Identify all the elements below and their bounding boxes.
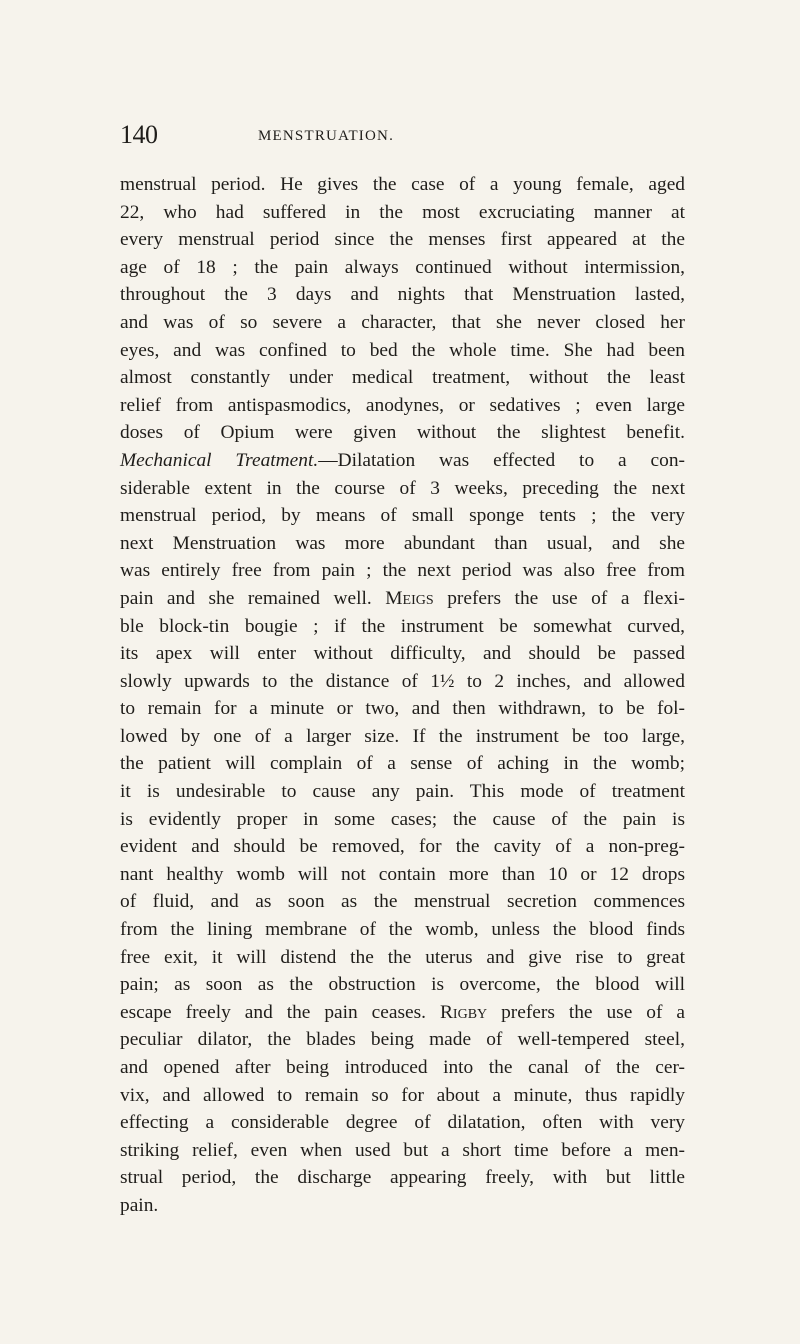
text-line: it is undesirable to cause any pain. This mode of treatment (120, 781, 685, 803)
text-line: siderable extent in the course of 3 weeks, preceding the next (120, 477, 685, 499)
text-line: next Menstruation was more abundant than usual, and she (120, 532, 685, 554)
text-line: effecting a considerable degree of dilatation, often with very (120, 1112, 685, 1134)
text-run: pain and she remained well. (120, 587, 372, 609)
text-line: of fluid, and as soon as the menstrual secretion commences (120, 891, 685, 913)
text-line: striking relief, even when used but a short time before a men- (120, 1139, 685, 1161)
running-title: MENSTRUATION. (258, 128, 395, 144)
text-line: vix, and allowed to remain so for about a minute, thus rapidly (120, 1084, 685, 1106)
text-line: slowly upwards to the distance of 1½ to 2 inches, and allowed (120, 670, 685, 692)
author-name: Rigby (439, 1001, 488, 1023)
text-run: escape freely and the pain ceases. (120, 1001, 427, 1023)
running-head (120, 120, 680, 150)
text-line (120, 585, 685, 613)
text-line: age of 18 ; the pain always continued without intermission, (120, 256, 685, 278)
text-line: doses of Opium were given without the slightest benefit. (120, 422, 685, 444)
text-line: from the lining membrane of the womb, unless the blood finds (120, 919, 685, 941)
text-run: —Dilatation was effected to a con- (318, 449, 685, 471)
text-run: prefers the use of a flexi- (433, 587, 685, 609)
page-number: 140 (120, 120, 158, 149)
text-line (120, 999, 685, 1027)
text-line: eyes, and was confined to bed the whole time. She had been (120, 339, 685, 361)
author-name: Meigs (385, 587, 434, 609)
text-line: pain. (120, 1194, 159, 1216)
text-line: the patient will complain of a sense of aching in the womb; (120, 753, 685, 775)
text-line: lowed by one of a larger size. If the instrument be too large, (120, 725, 685, 747)
text-line: 22, who had suffered in the most excruciating manner at (120, 201, 685, 223)
text-line: pain; as soon as the obstruction is overcome, the blood will (120, 974, 685, 996)
text-line: ble block-tin bougie ; if the instrument be somewhat curved, (120, 615, 685, 637)
text-line: peculiar dilator, the blades being made of well-tempered steel, (120, 1029, 685, 1051)
text-line: relief from antispasmodics, anodynes, or sedatives ; even large (120, 394, 685, 416)
text-line: to remain for a minute or two, and then withdrawn, to be fol- (120, 698, 685, 720)
text-line: almost constantly under medical treatment, without the least (120, 367, 685, 389)
text-line: evident and should be removed, for the cavity of a non-preg- (120, 836, 685, 858)
text-line: strual period, the discharge appearing freely, with but little (120, 1167, 685, 1189)
text-line: menstrual period, by means of small sponge tents ; the very (120, 505, 685, 527)
text-line: is evidently proper in some cases; the cause of the pain is (120, 808, 685, 830)
text-line: free exit, it will distend the the uterus and give rise to great (120, 946, 685, 968)
text-line (120, 447, 685, 475)
text-line: menstrual period. He gives the case of a young female, aged (120, 174, 685, 195)
body-text (120, 171, 685, 1220)
text-run: prefers the use of a (487, 1001, 685, 1023)
text-line: was entirely free from pain ; the next period was also free from (120, 560, 685, 582)
text-line: nant healthy womb will not contain more than 10 or 12 drops (120, 863, 685, 885)
text-line: its apex will enter without difficulty, and should be passed (120, 643, 685, 665)
text-line: every menstrual period since the menses first appeared at the (120, 229, 685, 251)
section-heading: Mechanical Treatment. (120, 449, 319, 471)
text-line: and opened after being introduced into the canal of the cer- (120, 1057, 685, 1078)
text-line: and was of so severe a character, that she never closed her (120, 311, 685, 333)
text-line: throughout the 3 days and nights that Menstruation lasted, (120, 284, 685, 306)
